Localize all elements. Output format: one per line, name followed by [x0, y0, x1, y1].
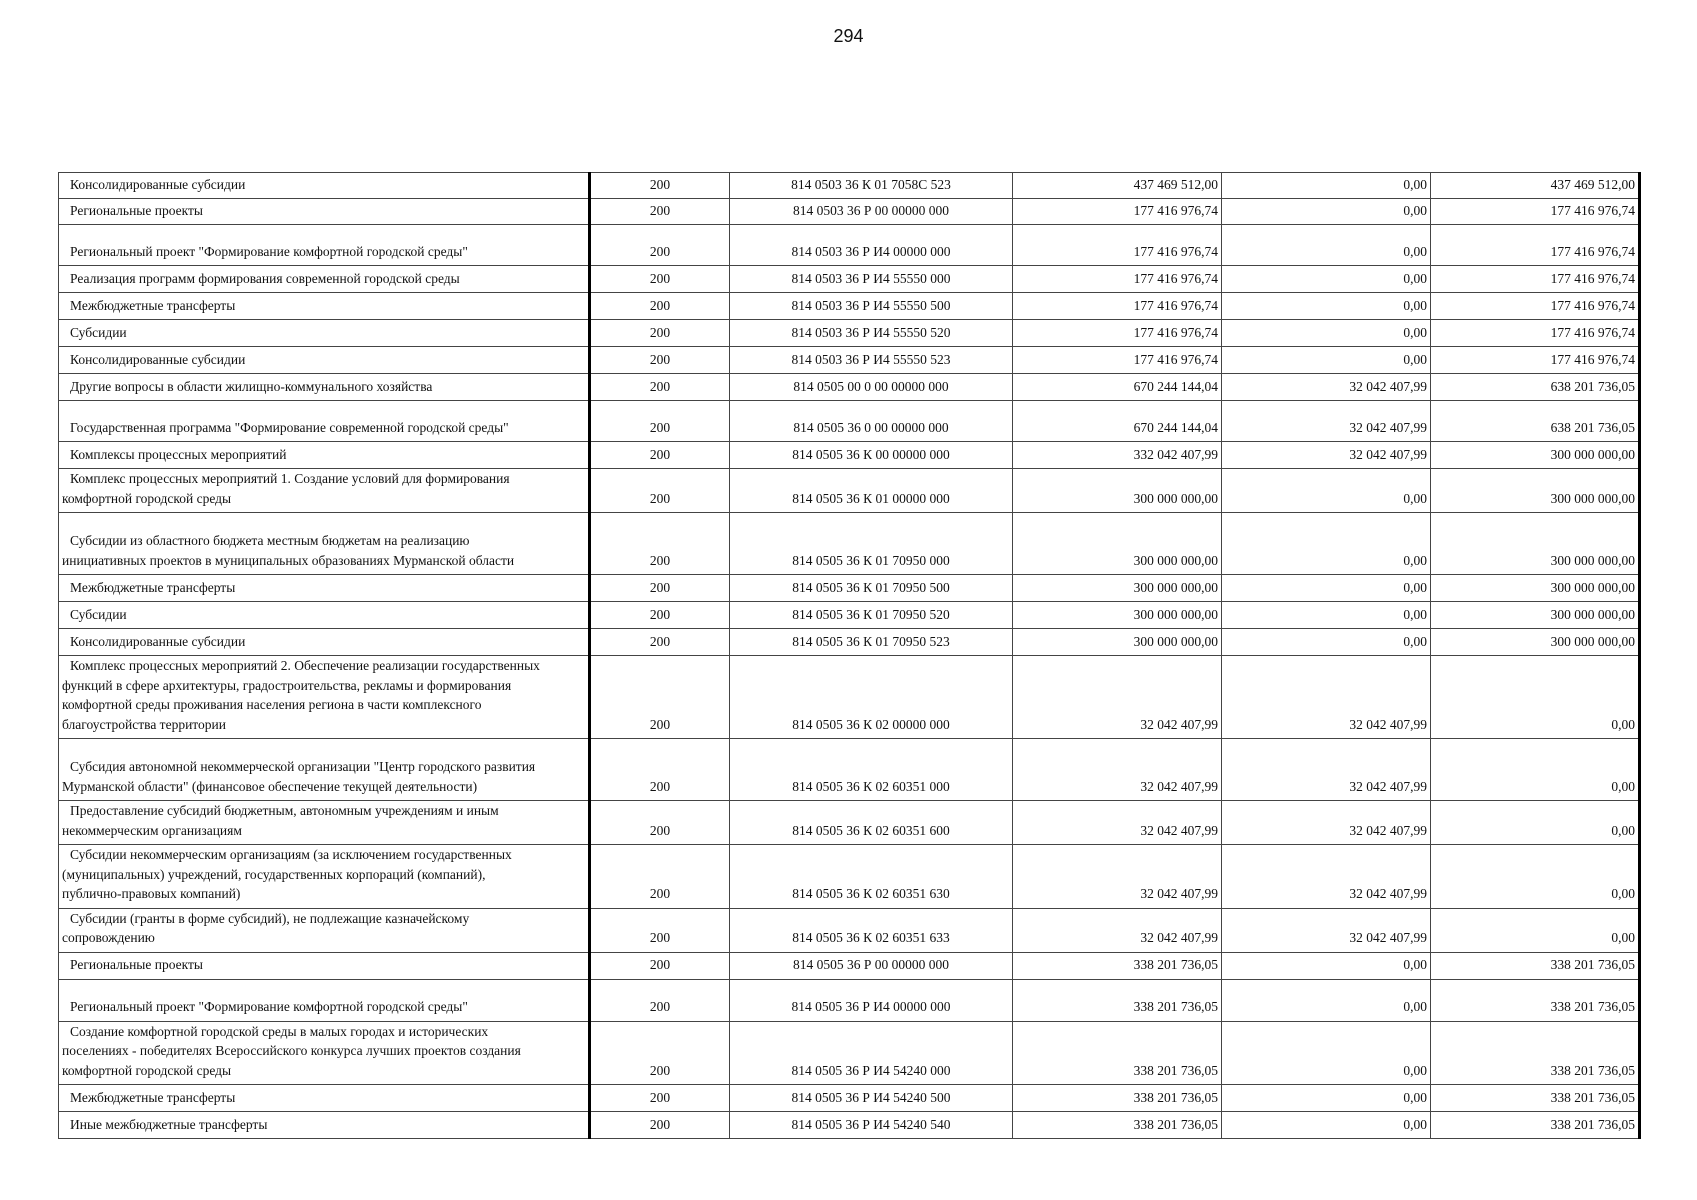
row-name-line: Мурманской области" (финансовое обеспечение текущей деятельности): [62, 778, 478, 794]
row-value-1-cell: 300 000 000,00: [1013, 602, 1222, 629]
row-kbk-cell: 814 0505 00 0 00 00000 000: [730, 374, 1013, 401]
table-row: [59, 293, 1640, 320]
row-value-3-cell: 300 000 000,00: [1431, 575, 1640, 602]
row-name-cell: [59, 347, 590, 374]
row-name-line: Иные межбюджетные трансферты: [70, 1116, 268, 1132]
row-name-cell: [59, 801, 590, 845]
row-name-cell: [59, 173, 590, 199]
row-value-3-cell: 300 000 000,00: [1431, 442, 1640, 469]
row-value-2-cell: 0,00: [1222, 347, 1431, 374]
row-name-cell: [59, 225, 590, 266]
row-value-3-cell: 338 201 736,05: [1431, 1112, 1640, 1139]
table-row: [59, 952, 1640, 979]
row-kbk-cell: 814 0505 36 К 02 60351 600: [730, 801, 1013, 845]
row-code-cell: 200: [590, 320, 730, 347]
row-value-2-cell: 0,00: [1222, 513, 1431, 575]
row-kbk-cell: 814 0503 36 Р И4 55550 523: [730, 347, 1013, 374]
table-row: [59, 347, 1640, 374]
row-code-cell: 200: [590, 513, 730, 575]
row-value-1-cell: 300 000 000,00: [1013, 629, 1222, 656]
row-value-2-cell: 0,00: [1222, 320, 1431, 347]
row-name-line: Субсидии (гранты в форме субсидий), не подлежащие казначейскому: [70, 910, 470, 926]
row-value-3-cell: 177 416 976,74: [1431, 266, 1640, 293]
row-value-3-cell: 638 201 736,05: [1431, 374, 1640, 401]
row-name-cell: [59, 739, 590, 801]
row-code-cell: 200: [590, 629, 730, 656]
row-name-line: Реализация программ формирования современной городской среды: [70, 270, 460, 286]
row-value-1-cell: 300 000 000,00: [1013, 469, 1222, 513]
table-row: [59, 575, 1640, 602]
row-value-3-cell: 300 000 000,00: [1431, 469, 1640, 513]
row-name-line: Консолидированные субсидии: [70, 176, 246, 192]
table-row: [59, 845, 1640, 909]
table-row: [59, 401, 1640, 442]
row-value-1-cell: 177 416 976,74: [1013, 293, 1222, 320]
row-value-2-cell: 0,00: [1222, 952, 1431, 979]
row-value-2-cell: 0,00: [1222, 575, 1431, 602]
row-code-cell: 200: [590, 347, 730, 374]
row-value-1-cell: 437 469 512,00: [1013, 173, 1222, 199]
row-code-cell: 200: [590, 469, 730, 513]
row-value-1-cell: 332 042 407,99: [1013, 442, 1222, 469]
row-name-cell: [59, 442, 590, 469]
row-code-cell: 200: [590, 801, 730, 845]
row-kbk-cell: 814 0505 36 К 00 00000 000: [730, 442, 1013, 469]
row-name-line: функций в сфере архитектуры, градостроительства, рекламы и формирования: [62, 677, 512, 693]
row-code-cell: 200: [590, 442, 730, 469]
table-row: [59, 1085, 1640, 1112]
row-kbk-cell: 814 0503 36 Р И4 55550 500: [730, 293, 1013, 320]
row-name-line: сопровождению: [62, 930, 155, 945]
row-value-3-cell: 0,00: [1431, 739, 1640, 801]
row-name-cell: [59, 1085, 590, 1112]
row-value-3-cell: 177 416 976,74: [1431, 199, 1640, 225]
table-row: [59, 513, 1640, 575]
row-value-2-cell: 32 042 407,99: [1222, 908, 1431, 952]
row-value-2-cell: 0,00: [1222, 979, 1431, 1021]
row-value-2-cell: 32 042 407,99: [1222, 739, 1431, 801]
row-name-cell: [59, 513, 590, 575]
table-row: [59, 266, 1640, 293]
row-name-cell: [59, 575, 590, 602]
row-code-cell: 200: [590, 952, 730, 979]
row-value-1-cell: 32 042 407,99: [1013, 908, 1222, 952]
row-name-cell: [59, 908, 590, 952]
row-name-cell: [59, 629, 590, 656]
row-kbk-cell: 814 0505 36 К 02 60351 630: [730, 845, 1013, 909]
row-name-line: Межбюджетные трансферты: [70, 1089, 236, 1105]
row-code-cell: 200: [590, 575, 730, 602]
row-value-1-cell: 177 416 976,74: [1013, 225, 1222, 266]
table-row: [59, 1021, 1640, 1085]
row-name-cell: [59, 374, 590, 401]
row-value-1-cell: 177 416 976,74: [1013, 266, 1222, 293]
row-name-line: Субсидия автономной некоммерческой организации "Центр городского развития: [70, 759, 536, 774]
row-name-line: комфортной среды проживания населения региона в части комплексного: [62, 697, 482, 712]
row-kbk-cell: 814 0505 36 К 01 70950 523: [730, 629, 1013, 656]
row-name-line: Консолидированные субсидии: [70, 351, 246, 367]
row-value-2-cell: 0,00: [1222, 1085, 1431, 1112]
row-name-line: Комплекс процессных мероприятий 2. Обеспечение реализации государственных: [70, 658, 540, 673]
row-code-cell: 200: [590, 293, 730, 320]
row-kbk-cell: 814 0505 36 К 01 70950 000: [730, 513, 1013, 575]
row-name-line: инициативных проектов в муниципальных образованиях Мурманской области: [62, 552, 515, 568]
budget-table-body: [59, 173, 1640, 1139]
row-value-3-cell: 638 201 736,05: [1431, 401, 1640, 442]
row-code-cell: 200: [590, 602, 730, 629]
row-value-1-cell: 670 244 144,04: [1013, 401, 1222, 442]
row-value-2-cell: 0,00: [1222, 602, 1431, 629]
row-name-line: Региональный проект "Формирование комфортной городской среды": [70, 243, 468, 259]
row-kbk-cell: 814 0505 36 Р И4 54240 500: [730, 1085, 1013, 1112]
row-code-cell: 200: [590, 739, 730, 801]
row-name-cell: [59, 1021, 590, 1085]
row-name-cell: [59, 401, 590, 442]
row-value-1-cell: 32 042 407,99: [1013, 845, 1222, 909]
row-name-line: Субсидии: [70, 606, 127, 622]
row-name-cell: [59, 320, 590, 347]
row-value-2-cell: 32 042 407,99: [1222, 801, 1431, 845]
table-row: [59, 629, 1640, 656]
row-name-line: Предоставление субсидий бюджетным, автономным учреждениям и иным: [70, 803, 499, 818]
table-row: [59, 801, 1640, 845]
table-row: [59, 374, 1640, 401]
table-row: [59, 442, 1640, 469]
row-code-cell: 200: [590, 1021, 730, 1085]
row-value-2-cell: 0,00: [1222, 199, 1431, 225]
row-code-cell: 200: [590, 979, 730, 1021]
row-name-cell: [59, 656, 590, 739]
row-name-line: (муниципальных) учреждений, государственных корпораций (компаний),: [62, 866, 486, 882]
row-code-cell: 200: [590, 225, 730, 266]
row-name-line: комфортной городской среды: [62, 490, 232, 506]
row-code-cell: 200: [590, 374, 730, 401]
row-kbk-cell: 814 0505 36 К 02 00000 000: [730, 656, 1013, 739]
row-code-cell: 200: [590, 845, 730, 909]
row-name-cell: [59, 199, 590, 225]
row-value-2-cell: 0,00: [1222, 293, 1431, 320]
row-value-3-cell: 338 201 736,05: [1431, 952, 1640, 979]
row-name-line: Другие вопросы в области жилищно-коммунального хозяйства: [70, 378, 433, 394]
row-value-3-cell: 0,00: [1431, 656, 1640, 739]
row-kbk-cell: 814 0503 36 Р И4 55550 000: [730, 266, 1013, 293]
row-kbk-cell: 814 0505 36 0 00 00000 000: [730, 401, 1013, 442]
row-kbk-cell: 814 0503 36 Р И4 00000 000: [730, 225, 1013, 266]
row-value-3-cell: 300 000 000,00: [1431, 513, 1640, 575]
table-row: [59, 908, 1640, 952]
row-value-1-cell: 338 201 736,05: [1013, 1112, 1222, 1139]
row-value-1-cell: 32 042 407,99: [1013, 739, 1222, 801]
row-code-cell: 200: [590, 1112, 730, 1139]
row-code-cell: 200: [590, 266, 730, 293]
row-value-1-cell: 32 042 407,99: [1013, 656, 1222, 739]
row-name-cell: [59, 602, 590, 629]
row-value-2-cell: 0,00: [1222, 225, 1431, 266]
row-value-1-cell: 177 416 976,74: [1013, 347, 1222, 374]
row-value-2-cell: 32 042 407,99: [1222, 656, 1431, 739]
row-value-2-cell: 32 042 407,99: [1222, 401, 1431, 442]
row-name-cell: [59, 845, 590, 909]
row-name-line: Комплекс процессных мероприятий 1. Создание условий для формирования: [70, 471, 510, 486]
row-value-3-cell: 338 201 736,05: [1431, 979, 1640, 1021]
row-value-3-cell: 177 416 976,74: [1431, 320, 1640, 347]
row-kbk-cell: 814 0505 36 К 02 60351 633: [730, 908, 1013, 952]
table-row: [59, 469, 1640, 513]
table-row: [59, 739, 1640, 801]
row-code-cell: 200: [590, 199, 730, 225]
row-name-line: Субсидии некоммерческим организациям (за исключением государственных: [70, 847, 512, 862]
row-name-line: публично-правовых компаний): [62, 886, 241, 901]
row-value-1-cell: 177 416 976,74: [1013, 320, 1222, 347]
table-row: [59, 656, 1640, 739]
row-value-2-cell: 0,00: [1222, 173, 1431, 199]
row-name-line: Государственная программа "Формирование современной городской среды": [70, 419, 509, 435]
table-row: [59, 979, 1640, 1021]
row-value-2-cell: 0,00: [1222, 1021, 1431, 1085]
page-number: 294: [833, 26, 864, 46]
row-value-2-cell: 0,00: [1222, 1112, 1431, 1139]
row-value-2-cell: 32 042 407,99: [1222, 374, 1431, 401]
table-row: [59, 320, 1640, 347]
row-name-cell: [59, 293, 590, 320]
row-value-3-cell: 300 000 000,00: [1431, 602, 1640, 629]
row-kbk-cell: 814 0505 36 Р 00 00000 000: [730, 952, 1013, 979]
row-kbk-cell: 814 0505 36 К 01 00000 000: [730, 469, 1013, 513]
row-value-1-cell: 32 042 407,99: [1013, 801, 1222, 845]
row-name-line: Субсидии: [70, 324, 127, 340]
table-row: [59, 1112, 1640, 1139]
row-name-line: комфортной городской среды: [62, 1062, 232, 1078]
row-name-line: Создание комфортной городской среды в малых городах и исторических: [70, 1023, 489, 1039]
row-kbk-cell: 814 0505 36 Р И4 54240 000: [730, 1021, 1013, 1085]
row-kbk-cell: 814 0505 36 К 02 60351 000: [730, 739, 1013, 801]
row-name-line: Консолидированные субсидии: [70, 633, 246, 649]
row-value-2-cell: 0,00: [1222, 469, 1431, 513]
row-value-1-cell: 338 201 736,05: [1013, 1021, 1222, 1085]
row-value-1-cell: 670 244 144,04: [1013, 374, 1222, 401]
row-value-3-cell: 300 000 000,00: [1431, 629, 1640, 656]
row-name-line: Региональные проекты: [70, 202, 203, 218]
row-name-cell: [59, 1112, 590, 1139]
row-name-line: благоустройства территории: [62, 716, 226, 732]
row-name-line: Комплексы процессных мероприятий: [70, 446, 287, 462]
row-value-3-cell: 338 201 736,05: [1431, 1085, 1640, 1112]
row-code-cell: 200: [590, 1085, 730, 1112]
row-name-cell: [59, 469, 590, 513]
row-name-line: Субсидии из областного бюджета местным бюджетам на реализацию: [70, 533, 470, 548]
row-value-3-cell: 177 416 976,74: [1431, 293, 1640, 320]
row-value-3-cell: 0,00: [1431, 908, 1640, 952]
row-name-cell: [59, 266, 590, 293]
row-kbk-cell: 814 0505 36 Р И4 54240 540: [730, 1112, 1013, 1139]
row-value-1-cell: 338 201 736,05: [1013, 1085, 1222, 1112]
row-code-cell: 200: [590, 656, 730, 739]
row-code-cell: 200: [590, 908, 730, 952]
row-kbk-cell: 814 0503 36 Р И4 55550 520: [730, 320, 1013, 347]
row-value-1-cell: 338 201 736,05: [1013, 979, 1222, 1021]
row-value-3-cell: 338 201 736,05: [1431, 1021, 1640, 1085]
row-value-2-cell: 0,00: [1222, 266, 1431, 293]
row-value-3-cell: 437 469 512,00: [1431, 173, 1640, 199]
row-value-3-cell: 177 416 976,74: [1431, 225, 1640, 266]
row-kbk-cell: 814 0503 36 К 01 7058С 523: [730, 173, 1013, 199]
row-kbk-cell: 814 0505 36 К 01 70950 500: [730, 575, 1013, 602]
row-name-line: некоммерческим организациям: [62, 822, 242, 838]
row-name-cell: [59, 952, 590, 979]
row-name-line: Региональные проекты: [70, 957, 203, 972]
row-value-2-cell: 32 042 407,99: [1222, 845, 1431, 909]
row-kbk-cell: 814 0505 36 К 01 70950 520: [730, 602, 1013, 629]
row-value-3-cell: 0,00: [1431, 801, 1640, 845]
row-code-cell: 200: [590, 401, 730, 442]
row-value-2-cell: 0,00: [1222, 629, 1431, 656]
table-row: [59, 199, 1640, 225]
row-value-1-cell: 300 000 000,00: [1013, 575, 1222, 602]
row-name-line: Межбюджетные трансферты: [70, 579, 236, 595]
row-value-2-cell: 32 042 407,99: [1222, 442, 1431, 469]
row-value-1-cell: 338 201 736,05: [1013, 952, 1222, 979]
row-value-1-cell: 300 000 000,00: [1013, 513, 1222, 575]
row-value-3-cell: 0,00: [1431, 845, 1640, 909]
table-row: [59, 173, 1640, 199]
row-value-1-cell: 177 416 976,74: [1013, 199, 1222, 225]
row-name-cell: [59, 979, 590, 1021]
budget-table: [58, 172, 1641, 1139]
table-row: [59, 225, 1640, 266]
table-row: [59, 602, 1640, 629]
row-name-line: поселениях - победителях Всероссийского конкурса лучших проектов создания: [62, 1043, 521, 1058]
row-name-line: Региональный проект "Формирование комфортной городской среды": [70, 999, 468, 1014]
row-code-cell: 200: [590, 173, 730, 199]
row-value-3-cell: 177 416 976,74: [1431, 347, 1640, 374]
row-name-line: Межбюджетные трансферты: [70, 297, 236, 313]
row-kbk-cell: 814 0503 36 Р 00 00000 000: [730, 199, 1013, 225]
row-kbk-cell: 814 0505 36 Р И4 00000 000: [730, 979, 1013, 1021]
